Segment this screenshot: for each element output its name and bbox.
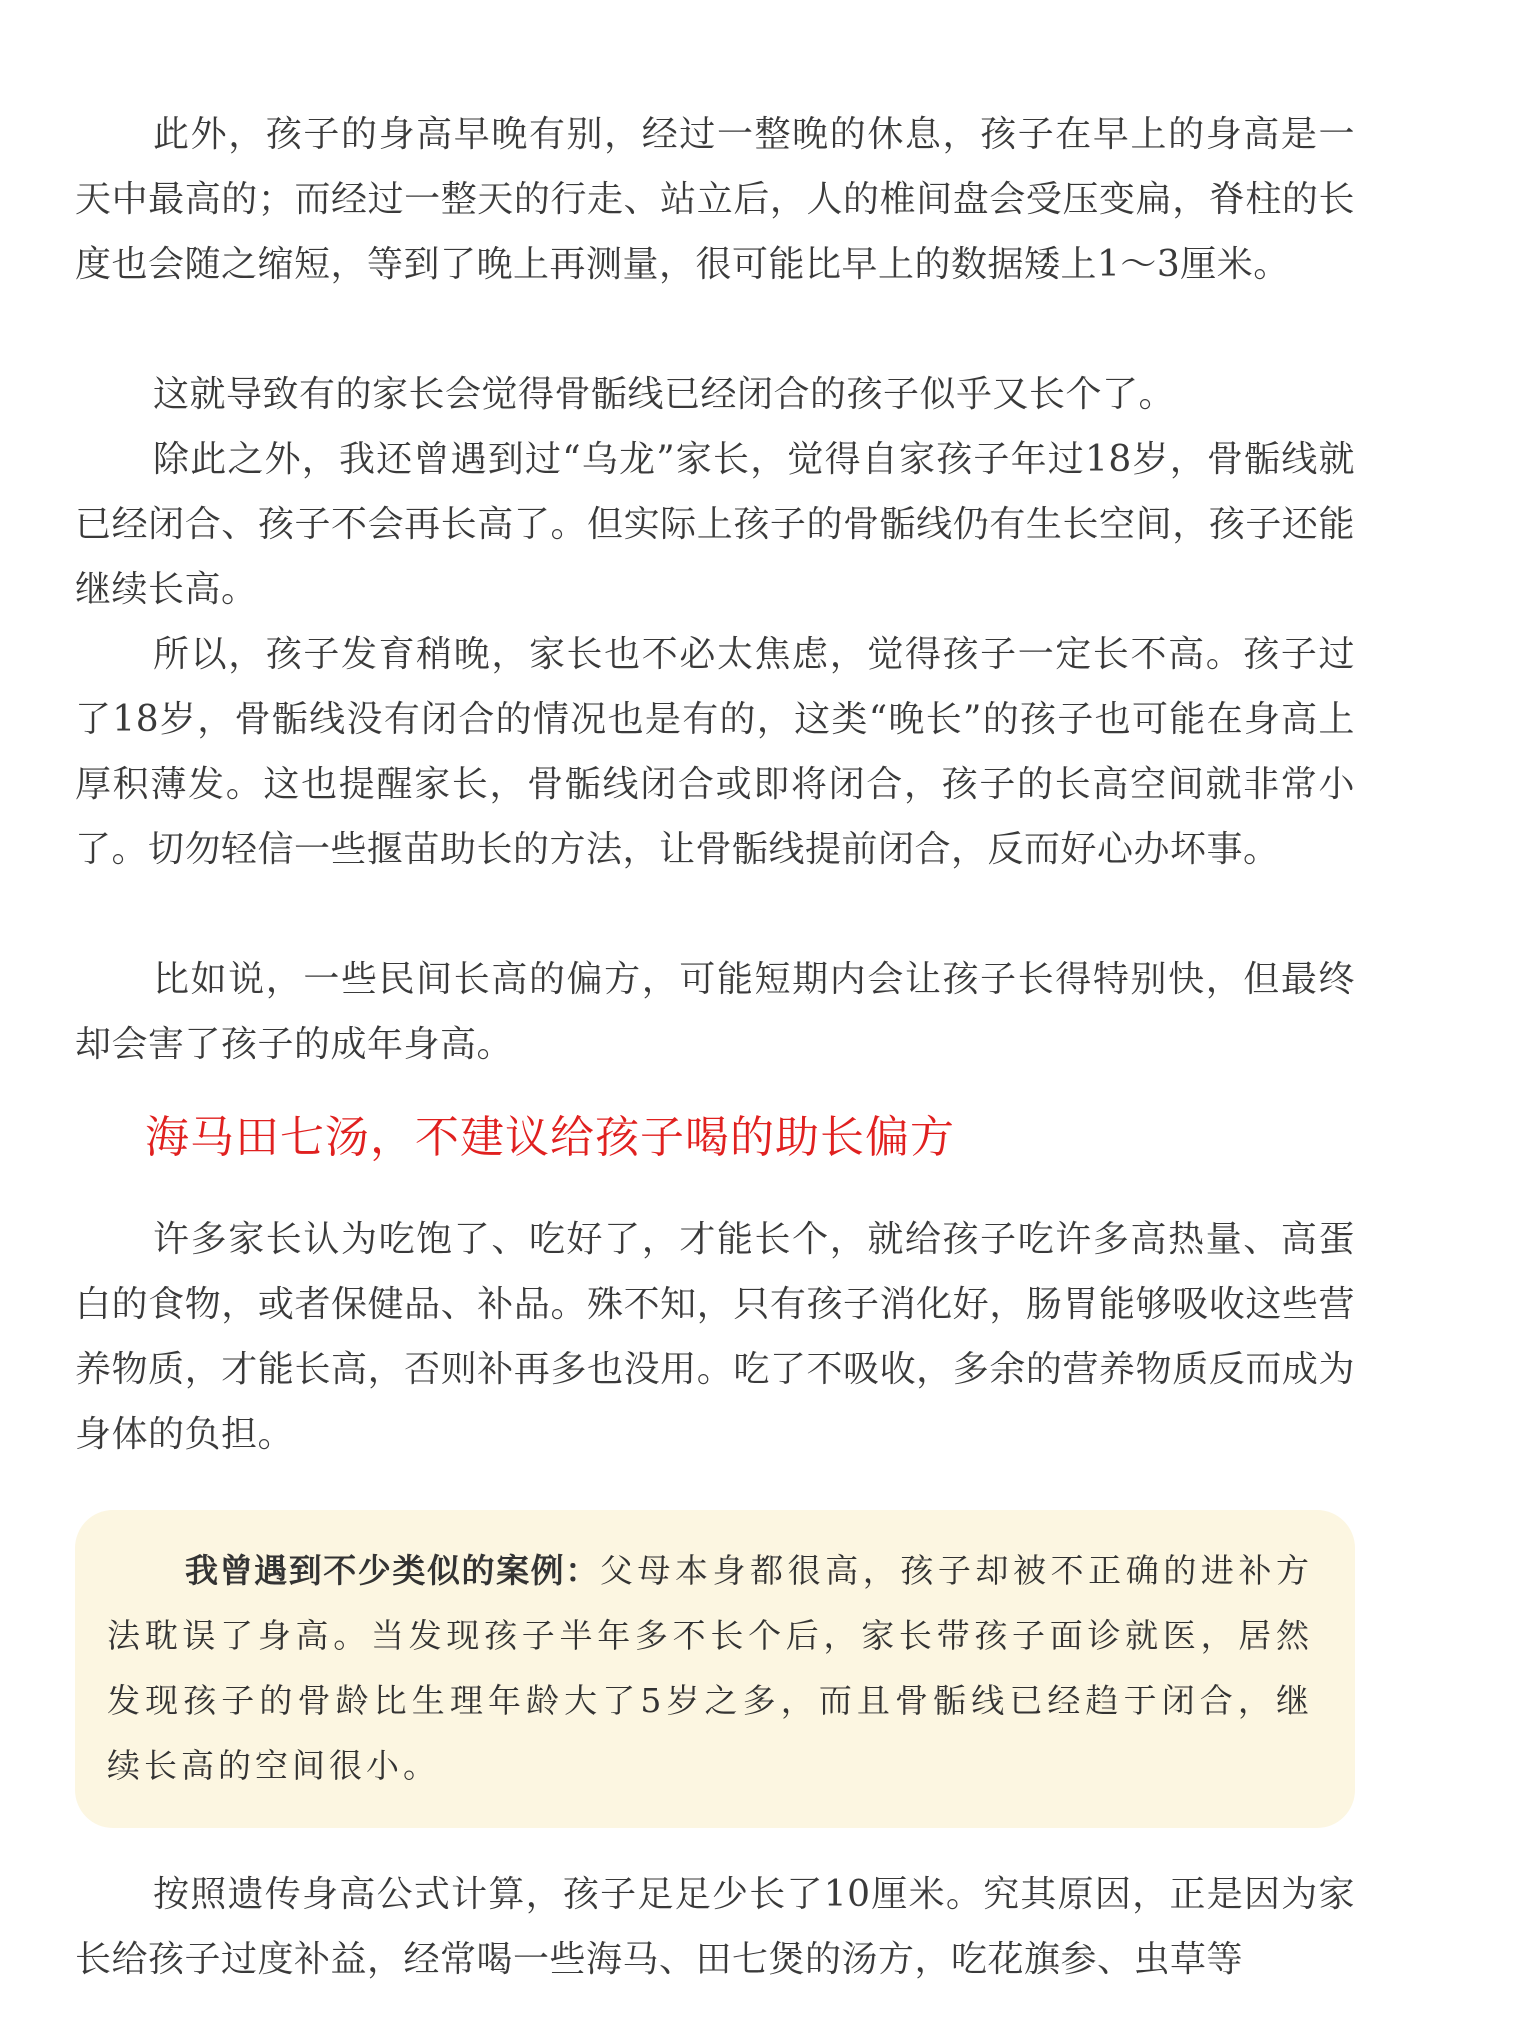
case-callout-box: [75, 1510, 1355, 1828]
paragraph-parents-misjudge: 这就导致有的家长会觉得骨骺线已经闭合的孩子似乎又长个了。: [153, 374, 1176, 415]
paragraph-overfeeding: 许多家长认为吃饱了、吃好了，才能长个，就给孩子吃许多高热量、高蛋白的食物，或者保健品、补品。殊不知，只有孩子消化好，肠胃能够吸收这些营养物质，才能长高，否则补再多也没用。吃了不吸收，多余的营养物质反而成为身体的负担。: [75, 1219, 1355, 1455]
paragraph-wulong-parents: 除此之外，我还曾遇到过“乌龙”家长，觉得自家孩子年过18岁，骨骺线就已经闭合、孩子不会再长高了。但实际上孩子的骨骺线仍有生长空间，孩子还能继续长高。: [75, 439, 1355, 610]
paragraph-closing: 按照遗传身高公式计算，孩子足足少长了10厘米。究其原因，正是因为家长给孩子过度补益，经常喝一些海马、田七煲的汤方，吃花旗参、虫草等: [75, 1874, 1355, 1980]
section-heading: 海马田七汤，不建议给孩子喝的助长偏方: [145, 1112, 955, 1163]
callout-text: [107, 1538, 1313, 1798]
paragraph-morning-evening-height: 此外，孩子的身高早晚有别，经过一整晚的休息，孩子在早上的身高是一天中最高的；而经过一整天的行走、站立后，人的椎间盘会受压变扁，脊柱的长度也会随之缩短，等到了晚上再测量，很可能比早上的数据矮上1～3厘米。: [75, 114, 1355, 285]
paragraph-late-development: 所以，孩子发育稍晚，家长也不必太焦虑，觉得孩子一定长不高。孩子过了18岁，骨骺线没有闭合的情况也是有的，这类“晚长”的孩子也可能在身高上厚积薄发。这也提醒家长，骨骺线闭合或即将闭合，孩子的长高空间就非常小了。切勿轻信一些揠苗助长的方法，让骨骺线提前闭合，反而好心办坏事。: [75, 634, 1355, 870]
paragraph-folk-remedies: 比如说，一些民间长高的偏方，可能短期内会让孩子长得特别快，但最终却会害了孩子的成年身高。: [75, 959, 1355, 1065]
callout-lead: 我曾遇到不少类似的案例：: [185, 1551, 600, 1590]
callout-body: 父母本身都很高，孩子却被不正确的进补方法耽误了身高。当发现孩子半年多不长个后，家长带孩子面诊就医，居然发现孩子的骨龄比生理年龄大了5岁之多，而且骨骺线已经趋于闭合，继续长高的空间很小。: [107, 1551, 1314, 1785]
